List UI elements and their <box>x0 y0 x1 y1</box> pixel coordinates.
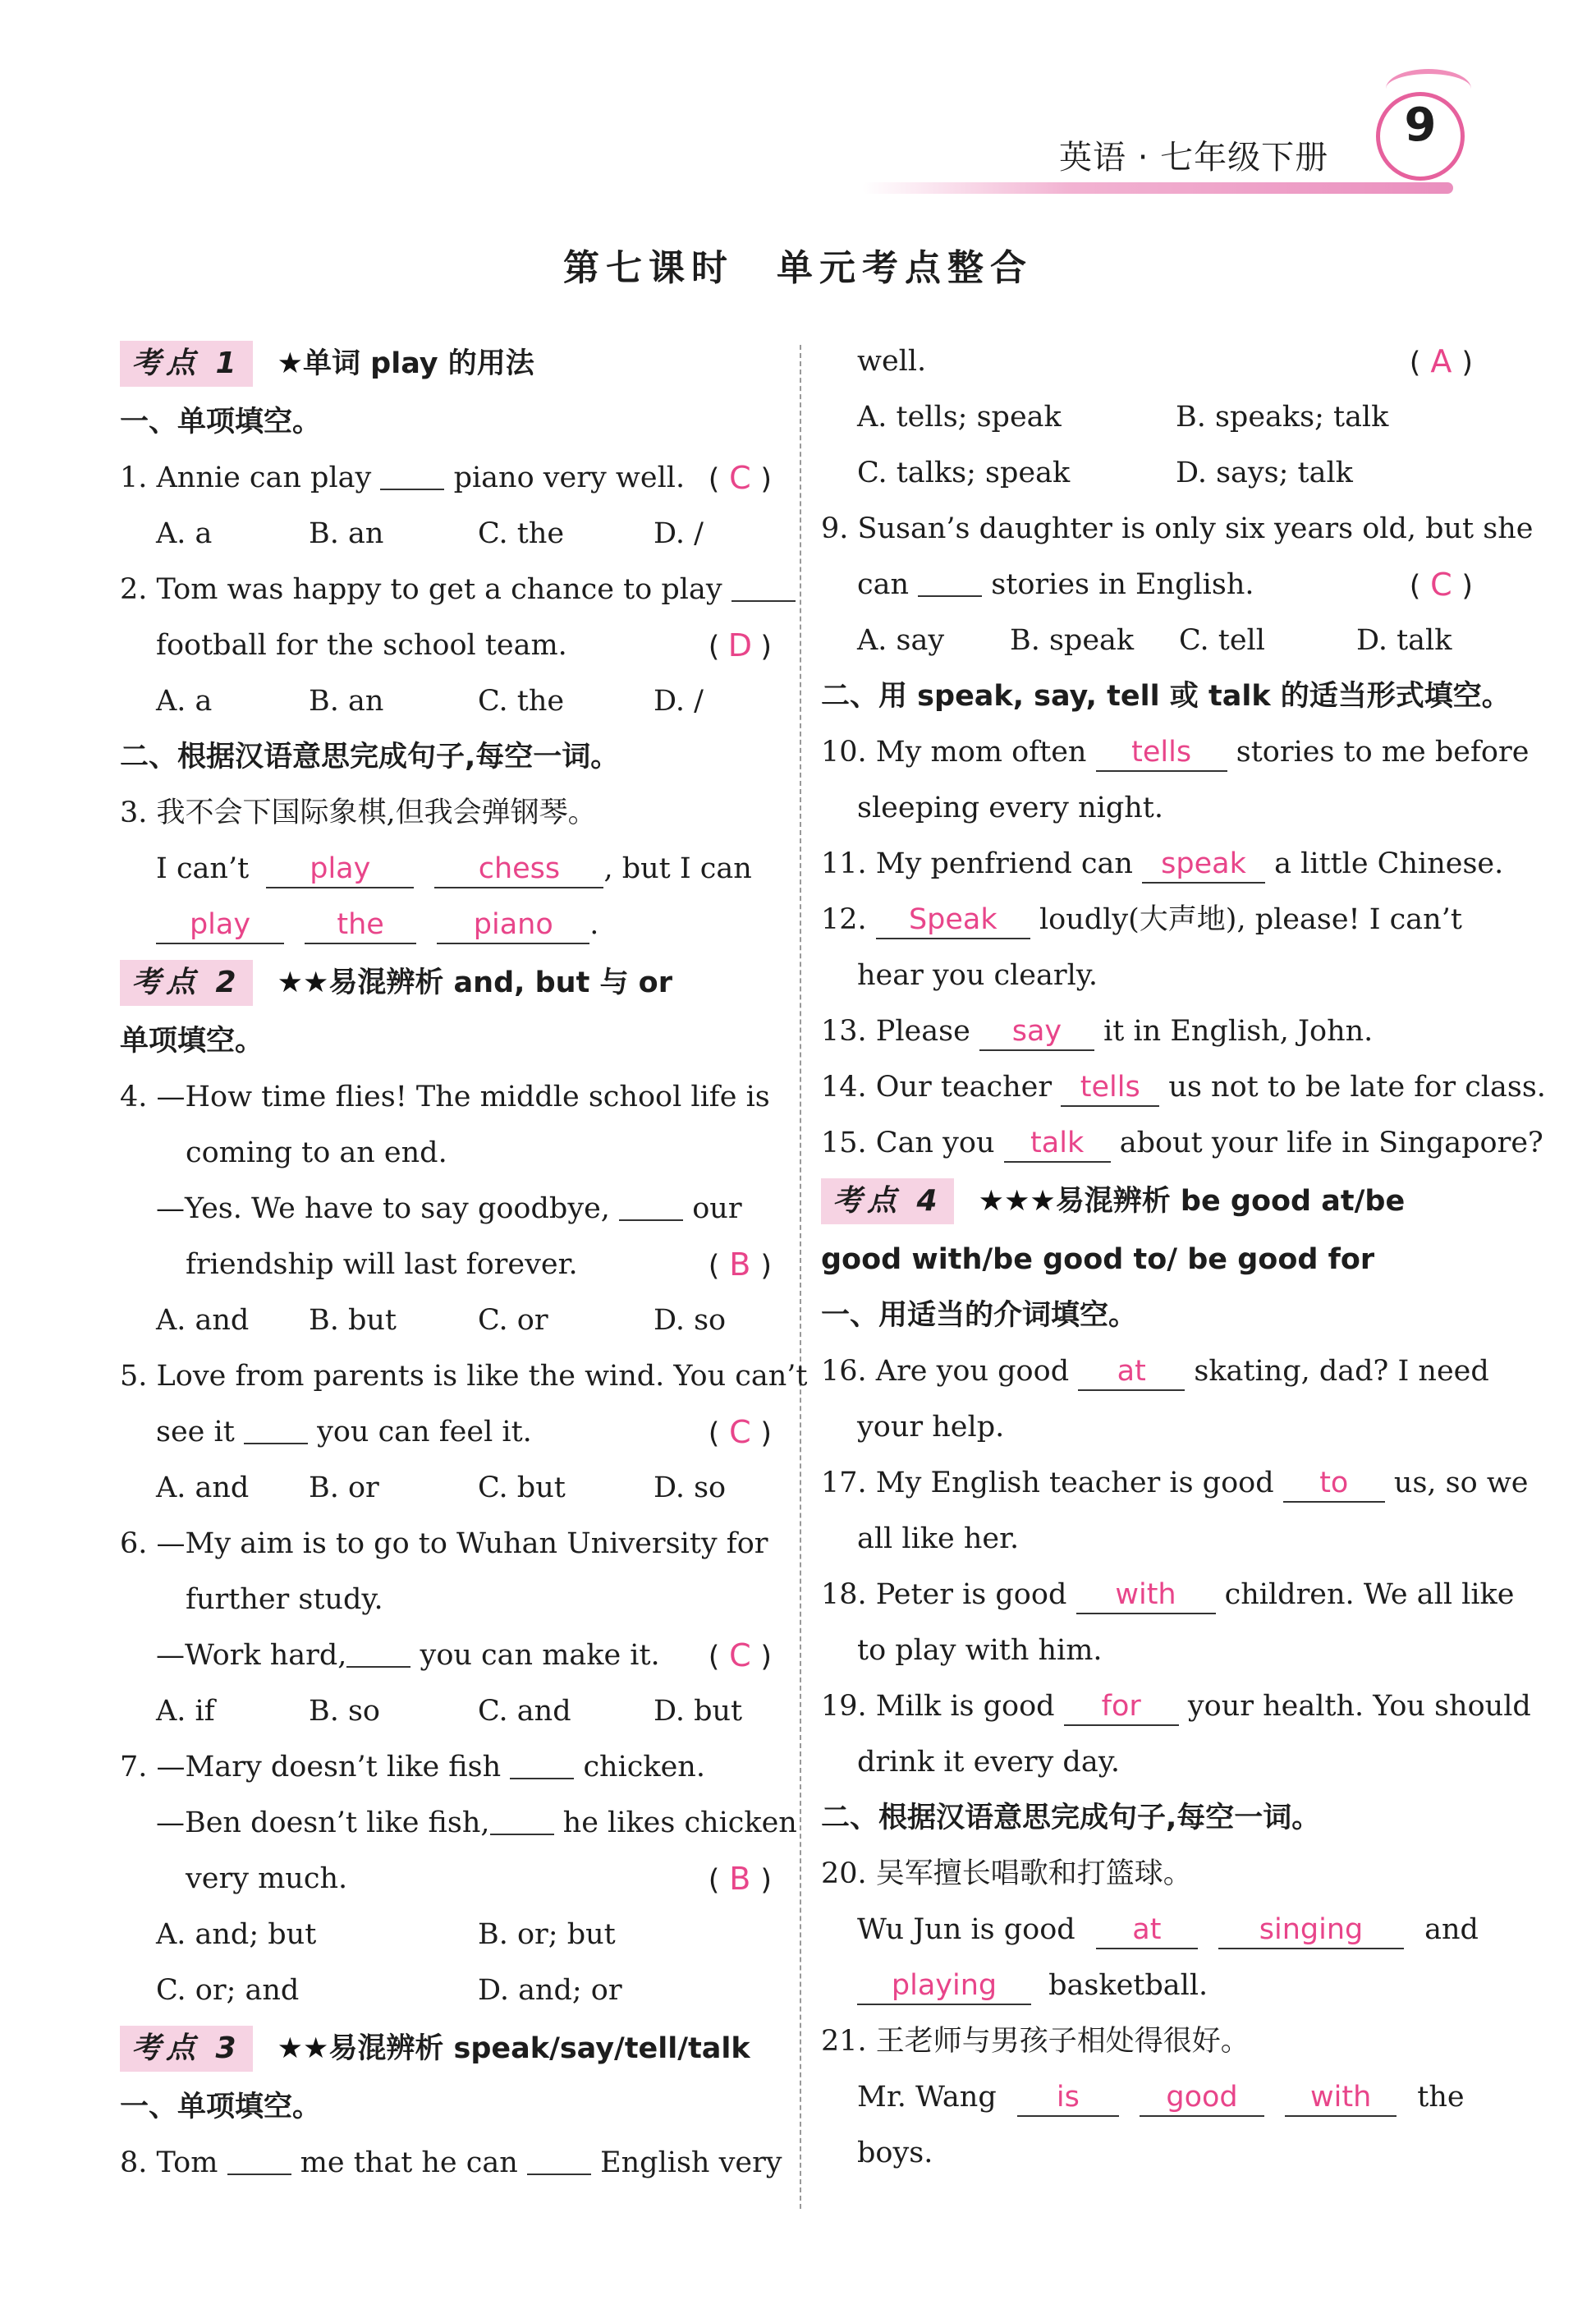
fill-answer: say <box>979 1013 1094 1051</box>
options: A. if B. so C. and D. but <box>156 1695 743 1728</box>
fill-answer: Speak <box>876 902 1030 939</box>
fill-answer: play <box>156 907 284 944</box>
question-13: 13. Please say it in English, John. <box>821 1003 1478 1059</box>
fill-answer: with <box>1076 1577 1216 1614</box>
kaodian-title: 易混辨析 be good at/be <box>1055 1185 1406 1218</box>
question-8: 8. Tom me that he can English very <box>120 2135 777 2191</box>
fill-answer: at <box>1096 1912 1198 1949</box>
fill-answer: to <box>1283 1465 1385 1503</box>
options: A. and B. but C. or D. so <box>156 1304 727 1337</box>
lesson-title: 第七课时 单元考点整合 <box>563 247 1033 289</box>
column-divider <box>800 345 801 2209</box>
answer-choice: ( C ) <box>708 1414 772 1450</box>
answer-choice: ( B ) <box>708 1246 772 1283</box>
answer-blank <box>380 457 444 490</box>
kaodian-title: 易混辨析 speak/say/tell/talk <box>328 2032 750 2065</box>
question-18: 18. Peter is good with children. We all like <box>821 1567 1478 1623</box>
question-12: 12. Speak loudly(大声地), please! I can’t <box>821 892 1478 948</box>
options: A. and B. or C. but D. so <box>156 1471 727 1504</box>
book-title: 英语 · 七年级下册 <box>1059 139 1329 177</box>
question-15: 15. Can you talk about your life in Singapore? <box>821 1115 1478 1171</box>
answer-blank <box>244 1412 308 1444</box>
question-20: 20. 吴军擅长唱歌和打篮球。 <box>821 1857 1192 1890</box>
answer-blank <box>346 1635 410 1668</box>
options: A. tells; speak B. speaks; talk <box>857 401 1389 434</box>
options: C. or; and D. and; or <box>156 1974 622 2007</box>
question-9: 9. Susan’s daughter is only six years old, but she <box>821 512 1534 545</box>
section-heading: 二、用 speak, say, tell 或 talk 的适当形式填空。 <box>821 680 1511 713</box>
section-heading: 一、单项填空。 <box>120 2091 322 2123</box>
fill-answer: is <box>1017 2079 1119 2117</box>
answer-choice: ( A ) <box>1409 343 1473 379</box>
question-6: 6. —My aim is to go to Wuhan University for <box>120 1527 768 1560</box>
star-icon: ★★★ <box>978 1185 1056 1218</box>
options: A. say B. speak C. tell D. talk <box>857 624 1452 657</box>
answer-choice: ( C ) <box>708 460 772 496</box>
kaodian-tag: 考点 1 <box>120 341 253 387</box>
kaodian-3-heading <box>120 2018 777 2079</box>
kaodian-tag: 考点 4 <box>821 1178 954 1224</box>
fill-answer: playing <box>857 1967 1031 2005</box>
question-11: 11. My penfriend can speak a little Chinese. <box>821 836 1478 892</box>
question-1: 1. Annie can play piano very well. ( C ) <box>120 450 777 506</box>
header-decoration-line <box>862 182 1453 194</box>
fill-answer: at <box>1078 1353 1185 1391</box>
answer-blank <box>732 569 796 602</box>
question-10: 10. My mom often tells stories to me before <box>821 724 1478 780</box>
kaodian-title: 易混辨析 and, but 与 or <box>328 966 672 999</box>
answer-blank <box>490 1802 554 1835</box>
section-heading: 一、单项填空。 <box>120 406 322 438</box>
fill-answer: good <box>1140 2079 1264 2117</box>
kaodian-4-heading <box>821 1171 1478 1232</box>
kaodian-2-heading <box>120 953 777 1013</box>
section-heading: 单项填空。 <box>120 1025 264 1058</box>
answer-choice: ( D ) <box>708 627 772 663</box>
options: A. and; but B. or; but <box>156 1918 616 1951</box>
kaodian-tag: 考点 2 <box>120 960 253 1006</box>
answer-blank <box>918 564 982 597</box>
fill-answer: tells <box>1096 734 1227 772</box>
question-16: 16. Are you good at skating, dad? I need <box>821 1343 1478 1399</box>
section-heading: 一、用适当的介词填空。 <box>821 1299 1138 1332</box>
fill-answer: for <box>1064 1688 1179 1726</box>
kaodian-title: 单词 play 的用法 <box>302 347 534 380</box>
question-19: 19. Milk is good for your health. You should <box>821 1678 1478 1734</box>
fill-answer: tells <box>1061 1069 1159 1107</box>
answer-blank <box>527 2142 591 2175</box>
kaodian-title-continued: good with/be good to/ be good for <box>821 1243 1375 1276</box>
question-2: 2. Tom was happy to get a chance to play <box>120 562 777 617</box>
right-column: well. ( A ) A. tells; speak B. speaks; talk C. talks; speak D. says; talk 9. Susan’s daughter is only six years old, but she can stories in English. ( C ) A. say B. speak C. tell D. talk 二、用 speak, say, tell 或 talk 的适当形式填空。 10. My mom often tells stories to me before sleeping every night. 11. My penfriend can speak a little Chinese. 12. Speak loudly(大声地), please! I can’t hear you clearly. 13. Please say it in English, John. 14. Our teacher tells us not to be late for class. 15. Can you talk about your life in Singapore? 考点 4 ★★★易混辨析 be good at/be good with/be good to/ be good for 一、用适当的介词填空。 16. Are you good at skating, dad? I need your help. 17. My English teacher is good to us, so we all like her. 18. Peter is good with children. We all like to play with him. 19. Milk is good for your health. You should drink it every day. 二、根据汉语意思完成句子,每空一词。 20. 吴军擅长唱歌和打篮球。 Wu Jun is good at singing and playing basketball. 21. 王老师与男孩子相处得很好。 Mr. Wang is good with the boys. <box>821 333 1478 2181</box>
answer-blank <box>510 1747 574 1779</box>
options: C. talks; speak D. says; talk <box>857 457 1353 489</box>
section-heading: 二、根据汉语意思完成句子,每空一词。 <box>120 741 620 773</box>
fill-answer: play <box>266 851 414 888</box>
fill-answer: chess <box>434 851 603 888</box>
section-heading: 二、根据汉语意思完成句子,每空一词。 <box>821 1802 1321 1834</box>
kaodian-1-heading <box>120 333 777 394</box>
page-number: 9 <box>1404 99 1437 152</box>
question-7: 7. —Mary doesn’t like fish chicken. <box>120 1739 777 1795</box>
fill-answer: talk <box>1004 1125 1111 1163</box>
fill-answer: singing <box>1218 1912 1404 1949</box>
answer-blank <box>619 1188 683 1221</box>
star-icon: ★ <box>277 347 303 380</box>
answer-choice: ( C ) <box>1409 567 1473 603</box>
fill-answer: with <box>1285 2079 1396 2117</box>
kaodian-tag: 考点 3 <box>120 2026 253 2072</box>
fill-answer: the <box>305 907 416 944</box>
answer-choice: ( C ) <box>708 1637 772 1673</box>
star-icon: ★★ <box>277 966 329 999</box>
question-4: 4. —How time flies! The middle school life is <box>120 1081 770 1113</box>
star-icon: ★★ <box>277 2032 329 2065</box>
options: A. a B. an C. the D. / <box>156 517 704 550</box>
question-17: 17. My English teacher is good to us, so we <box>821 1455 1478 1511</box>
answer-blank <box>227 2142 291 2175</box>
fill-answer: speak <box>1142 846 1265 884</box>
question-3: 3. 我不会下国际象棋,但我会弹钢琴。 <box>120 796 597 829</box>
left-column: 考点 1 ★单词 play 的用法 一、单项填空。 1. Annie can play piano very well. ( C ) A. a B. an C. the D. / 2. Tom was happy to get a chance to play football for the school team. ( D ) A. a B. an C. the D. / 二、根据汉语意思完成句子,每空一词。 3. 我不会下国际象棋,但我会弹钢琴。 I can’t play chess , but I can play the piano . 考点 2 ★★易混辨析 and, but 与 or 单项填空。 4. —How time flies! The middle school life is coming to an end. —Yes. We have to say goodbye, our friendship will last forever. ( B ) A. and B. but C. or D. so 5. Love from parents is like the wind. You can’t see it you can feel it. ( C ) A. and B. or C. but D. so 6. —My aim is to go to Wuhan University for further study. —Work hard, you can make it. ( C ) A. if B. so C. and D. but 7. —Mary doesn’t like fish chicken. —Ben doesn’t like fish, he likes chicken very much. ( B ) A. and; but B. or; but C. or; and D. and; or 考点 3 ★★易混辨析 speak/say/tell/talk 一、单项填空。 8. Tom me that he can English very <box>120 333 777 2191</box>
question-21: 21. 王老师与男孩子相处得很好。 <box>821 2025 1250 2058</box>
question-5: 5. Love from parents is like the wind. You can’t <box>120 1360 808 1393</box>
options: A. a B. an C. the D. / <box>156 685 704 718</box>
question-14: 14. Our teacher tells us not to be late for class. <box>821 1059 1478 1115</box>
fill-answer: piano <box>437 907 589 944</box>
answer-choice: ( B ) <box>708 1861 772 1897</box>
